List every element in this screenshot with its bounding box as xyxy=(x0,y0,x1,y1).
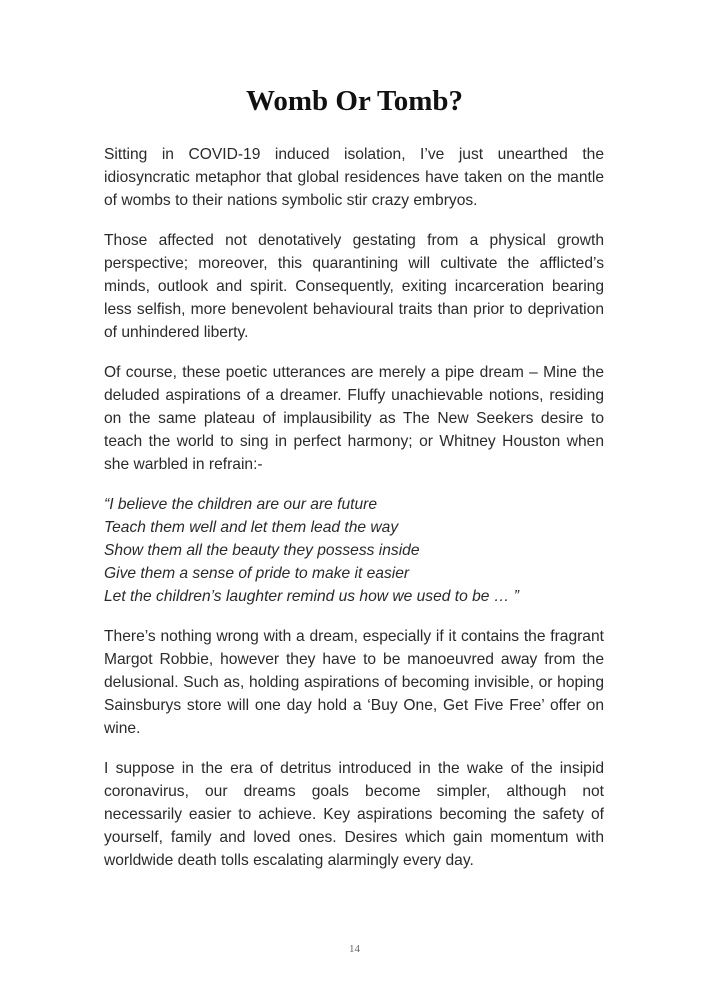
body-text xyxy=(104,143,604,889)
poem-line: Give them a sense of pride to make it easier xyxy=(104,565,410,583)
page-title: Womb Or Tomb? xyxy=(245,85,464,117)
poem-quote xyxy=(104,493,604,609)
paragraph-1: Sitting in COVID-19 induced isolation, I’ve just unearthed the idiosyncratic metaphor that global residences have taken on the mantle of wombs to their nations symbolic stir crazy embryos. xyxy=(104,146,604,210)
poem-line: Teach them well and let them lead the way xyxy=(104,518,399,536)
paragraph-3: Of course, these poetic utterances are merely a pipe dream – Mine the deluded aspirations of a dreamer. Fluffy unachievable notions, residing on the same plateau of implausibility as The New Seekers desire to teach the world to sing in perfect harmony; or Whitney Houston when she warbled in refrain:- xyxy=(104,363,604,474)
paragraph-5: I suppose in the era of detritus introduced in the wake of the insipid coronavirus, our dreams goals become simpler, although not necessarily easier to achieve. Key aspirations becoming the safety of yourself, family and loved ones. Desires which gain momentum with worldwide death tolls escalating alarmingly every day. xyxy=(104,759,604,870)
paragraph-2: Those affected not denotatively gestating from a physical growth perspective; moreover, this quarantining will cultivate the afflicted’s minds, outlook and spirit. Consequently, exiting incarceration bearing less selfish, more benevolent behavioural traits than prior to deprivation of unhindered liberty. xyxy=(104,231,604,342)
paragraph-4: There’s nothing wrong with a dream, especially if it contains the fragrant Margot Robbie, however they have to be manoeuvred away from the delusional. Such as, holding aspirations of becoming invisible, or hoping Sainsburys store will one day hold a ‘Buy One, Get Five Free’ offer on wine. xyxy=(104,627,604,738)
poem-line: “I believe the children are our are future xyxy=(104,495,378,513)
poem-line: Let the children’s laughter remind us how we used to be … ” xyxy=(104,588,519,606)
page-number: 14 xyxy=(349,943,360,955)
poem-line: Show them all the beauty they possess inside xyxy=(104,542,420,560)
